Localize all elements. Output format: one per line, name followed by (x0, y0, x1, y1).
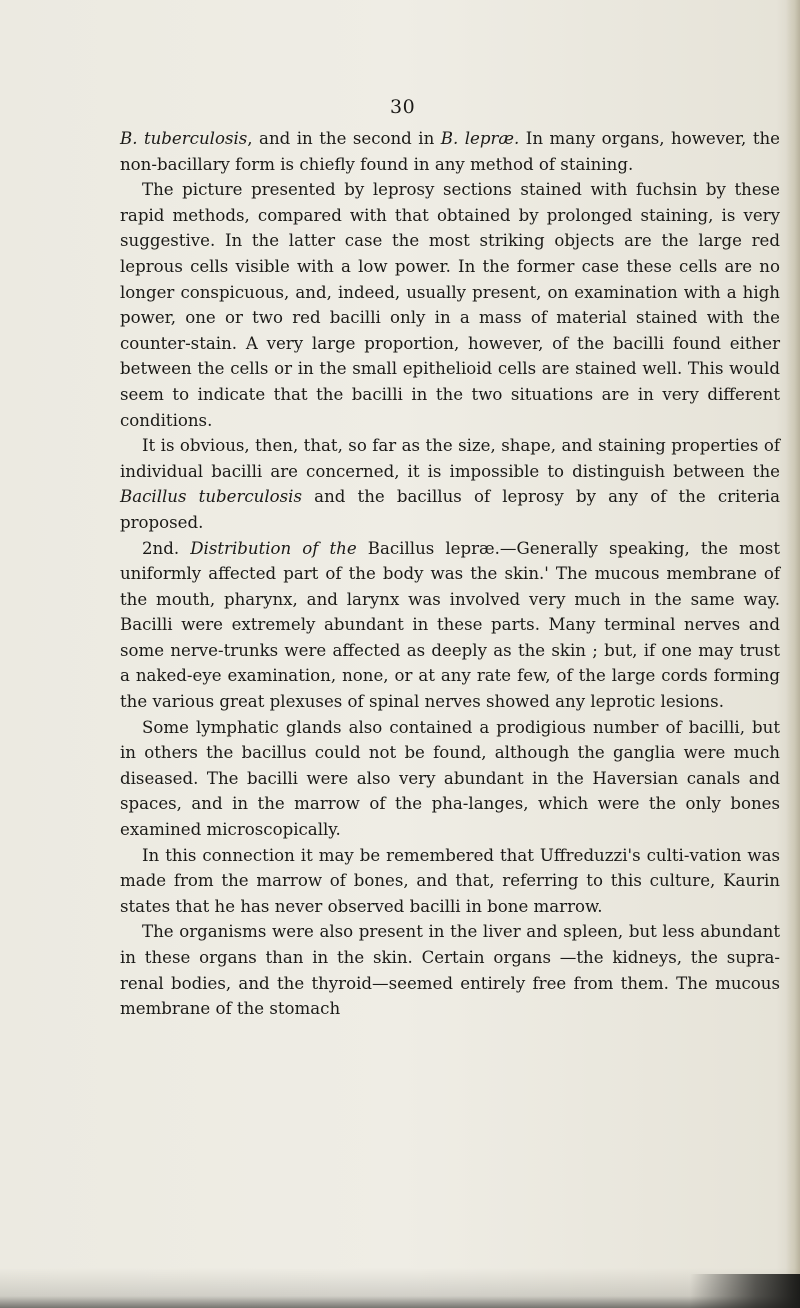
text-run: In many organs, however, the non-bacillary form is chiefly found in any method of staining. (120, 129, 780, 174)
text-run: The organisms were also present in the liver and spleen, but less abundant in these organs than in the skin. Certain organs —the kidneys, the supra-renal bodies, and the thyroid—seemed entirely free from them. The mucous membrane of the stomach (120, 922, 780, 1019)
italic-text: Distribution of the (190, 538, 357, 558)
body-text (120, 126, 780, 1022)
italic-text: Bacillus tuberculosis (120, 487, 303, 507)
text-run: It is obvious, then, that, so far as the size, shape, and staining properties of individual bacilli are concerned, it is impossible to distinguish between the (120, 436, 780, 481)
paragraph (120, 919, 780, 1021)
bottom-corner-shadow (690, 1274, 800, 1308)
paragraph (120, 715, 780, 843)
italic-text: B. tuberculosis (120, 129, 248, 148)
text-run: 2nd. (142, 538, 191, 558)
page-number: 30 (390, 96, 416, 118)
text-run: Some lymphatic glands also contained a prodigious number of bacilli, but in others the bacillus could not be found, although the ganglia were much diseased. The bacilli were also very abundant in the Haversian canals and spaces, and in the marrow of the pha-langes, which were the only bones examined microscopically. (120, 717, 780, 840)
bottom-scan-shadow (0, 1268, 800, 1308)
paragraph (120, 126, 780, 177)
text-run: and the bacillus of leprosy by any of the criteria proposed. (120, 487, 780, 532)
page-edge-shadow (786, 0, 800, 1308)
paragraph (120, 433, 780, 535)
text-run: The picture presented by leprosy sections stained with fuchsin by these rapid methods, compared with that obtained by prolonged staining, is very suggestive. In the latter case the most striking objects are the large red leprous cells visible with a low power. In the former case these cells are no longer conspicuous, and, indeed, usually present, on examination with a high power, one or two red bacilli only in a mass of material stained with the counter-stain. A very large proportion, however, of the bacilli found either between the cells or in the small epithelioid cells are stained well. This would seem to indicate that the bacilli in the two situations are in very different conditions. (120, 180, 780, 430)
italic-text: B. lepræ. (440, 129, 520, 148)
text-run: , and in the second in (247, 129, 441, 148)
text-run: In this connection it may be remembered that Uffreduzzi's culti-vation was made from the marrow of bones, and that, referring to this culture, Kaurin states that he has never observed bacilli in bone marrow. (120, 845, 780, 916)
paragraph (120, 536, 780, 715)
paragraph (120, 177, 780, 433)
text-run: Bacillus lepræ.—Generally speaking, the most uniformly affected part of the body was the skin.' The mucous membrane of the mouth, pharynx, and larynx was involved very much in the same way. Bacilli were extremely abundant in these parts. Many terminal nerves and some nerve-trunks were affected as deeply as the skin ; but, if one may trust a naked-eye examination, none, or at any rate few, of the large cords forming the various great plexuses of spinal nerves showed any leprotic lesions. (120, 538, 780, 712)
paragraph (120, 843, 780, 920)
